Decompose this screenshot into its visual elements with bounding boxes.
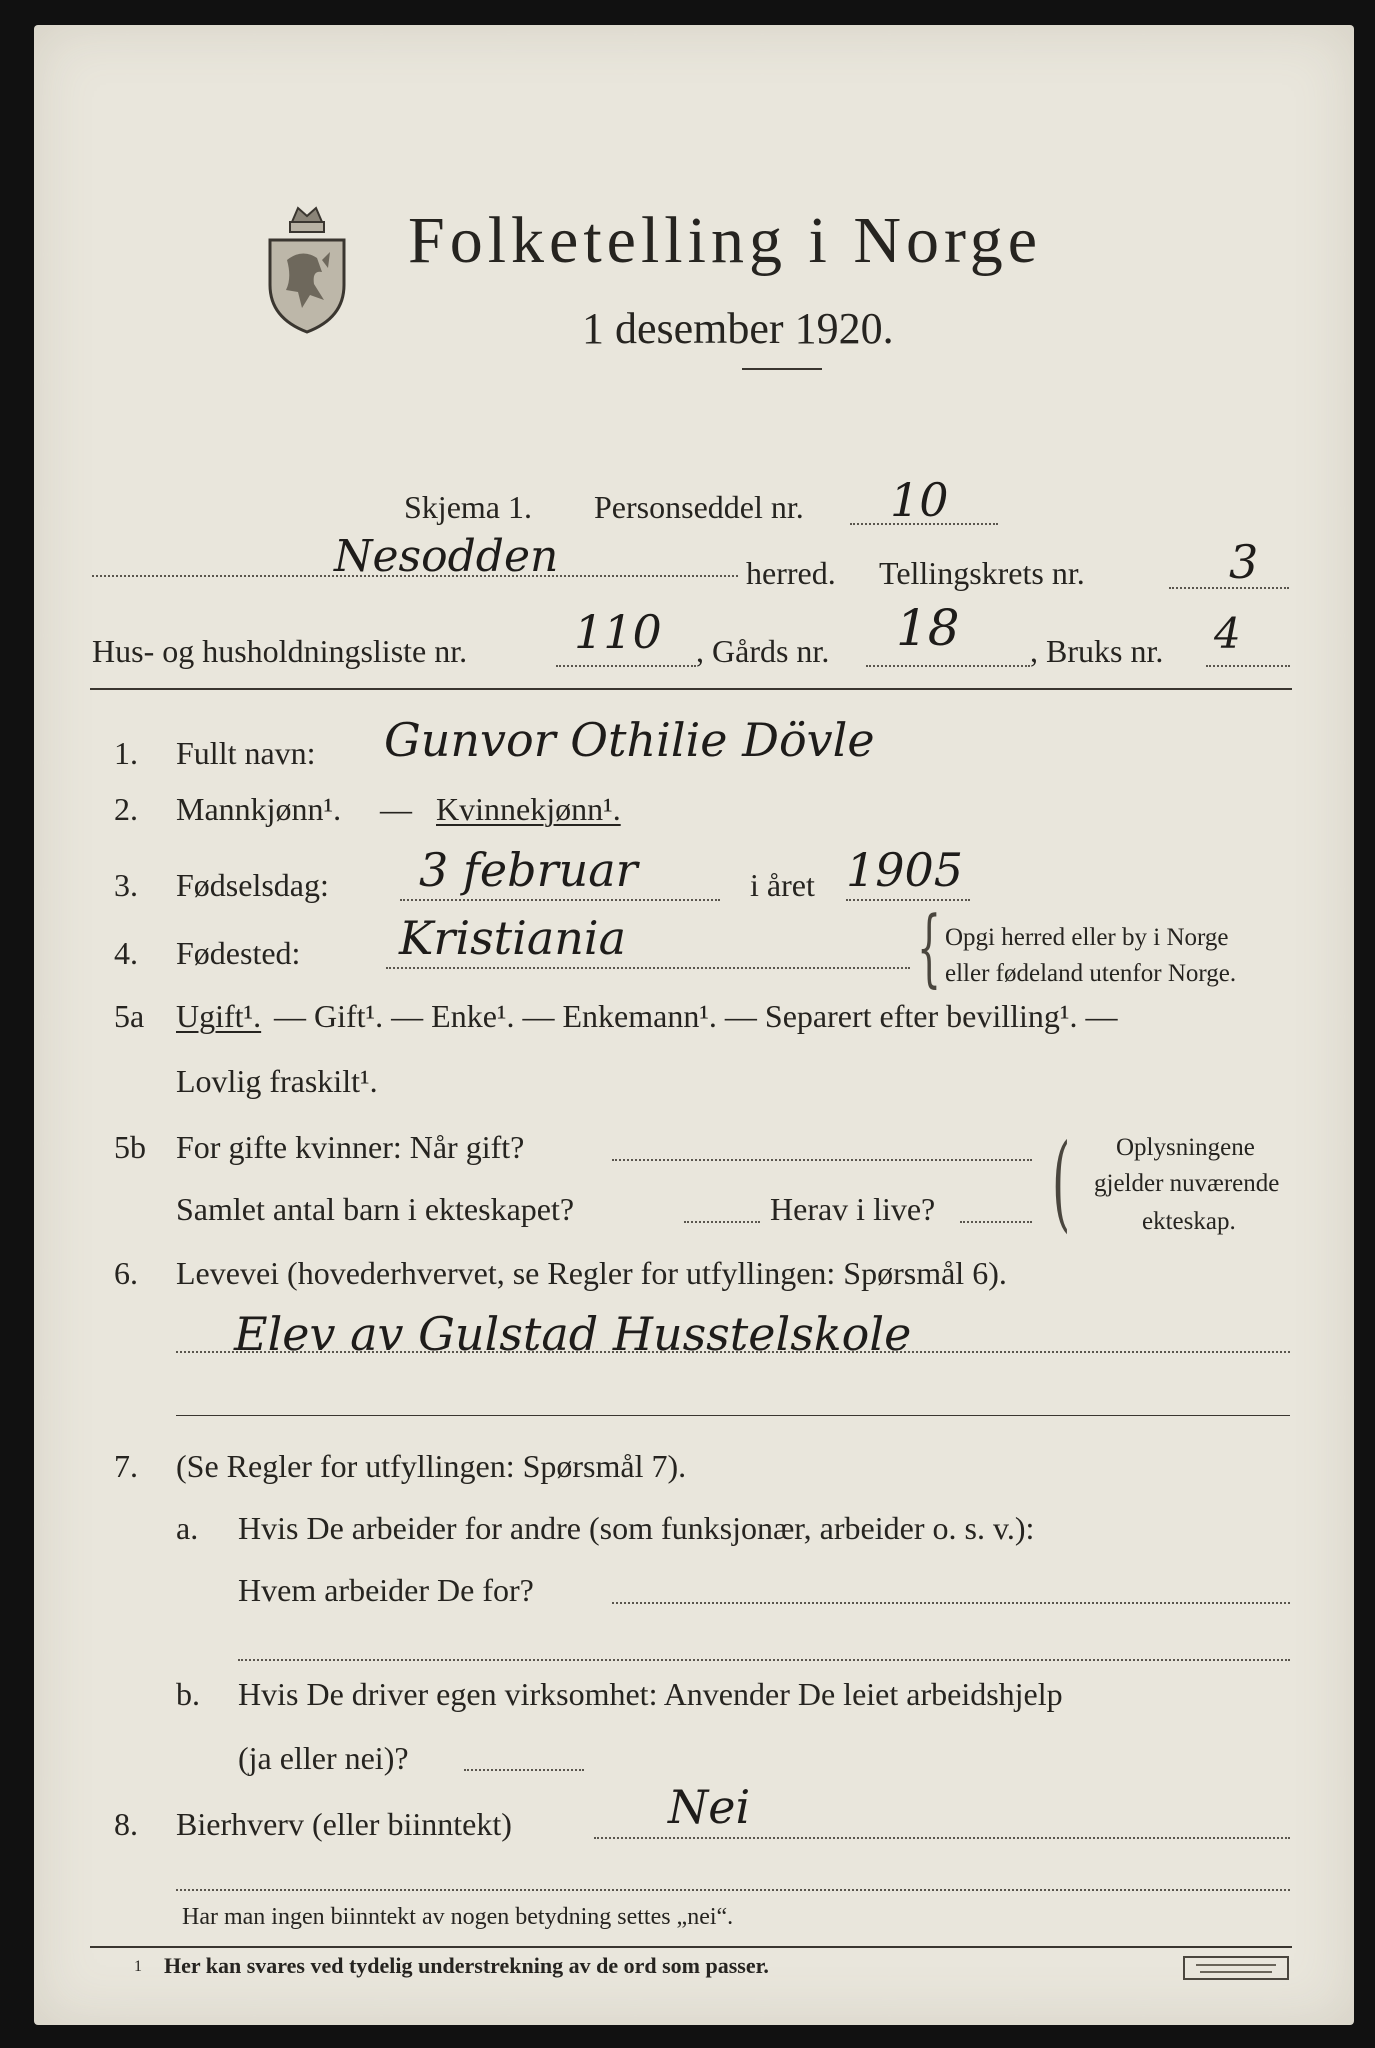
birthdate-line bbox=[400, 899, 720, 901]
side-income-value[interactable]: Nei bbox=[668, 1780, 751, 1834]
q3-year-label: i året bbox=[750, 867, 815, 903]
personseddel-label: Personseddel nr. bbox=[594, 489, 804, 525]
q3-number: 3. bbox=[114, 867, 138, 903]
q7a-text: Hvis De arbeider for andre (som funksjonær, arbeider o. s. v.): bbox=[238, 1510, 1035, 1546]
q4-note-brace: { bbox=[917, 898, 942, 996]
q8-number: 8. bbox=[114, 1806, 138, 1842]
skjema-label: Skjema 1. bbox=[404, 489, 532, 525]
civil-status-ugift-option[interactable]: Ugift¹. bbox=[176, 998, 262, 1034]
q5a-number: 5a bbox=[114, 998, 145, 1034]
q5b-note-brace: ( bbox=[1052, 1121, 1071, 1243]
q6-label: Levevei (hovederhvervet, se Regler for utfyllingen: Spørsmål 6). bbox=[176, 1255, 1007, 1291]
census-form bbox=[34, 25, 1354, 2025]
q2-number: 2. bbox=[114, 791, 138, 827]
hired-help-line[interactable] bbox=[464, 1769, 584, 1771]
section-divider bbox=[90, 688, 1292, 690]
occupation-line-2 bbox=[176, 1415, 1290, 1416]
hus-line bbox=[556, 665, 696, 667]
bruks-label: , Bruks nr. bbox=[1030, 633, 1164, 669]
hus-value[interactable]: 110 bbox=[574, 605, 662, 659]
coat-of-arms-icon bbox=[262, 200, 352, 335]
tellingskrets-label: Tellingskrets nr. bbox=[879, 555, 1085, 591]
civil-status-other-options[interactable]: — Gift¹. — Enke¹. — Enkemann¹. — Separert efter bevilling¹. — bbox=[274, 998, 1118, 1034]
q5b-note-line3: ekteskap. bbox=[1142, 1208, 1236, 1235]
birthplace-line bbox=[386, 967, 910, 969]
q5b-alive-label: Herav i live? bbox=[770, 1191, 936, 1227]
hus-label: Hus- og husholdningsliste nr. bbox=[92, 633, 468, 669]
gards-line bbox=[866, 665, 1030, 667]
q6-number: 6. bbox=[114, 1255, 138, 1291]
form-title: Folketelling i Norge bbox=[408, 204, 1043, 277]
herred-value[interactable]: Nesodden bbox=[334, 531, 559, 582]
q5b-note-line2: gjelder nuværende bbox=[1094, 1170, 1280, 1197]
q4-note-line2: eller fødeland utenfor Norge. bbox=[945, 960, 1237, 987]
form-date: 1 desember 1920. bbox=[582, 304, 894, 353]
printer-stamp-icon bbox=[1182, 1955, 1290, 1981]
footnote-mark: 1 bbox=[134, 1958, 142, 1975]
employer-line-1[interactable] bbox=[612, 1602, 1290, 1604]
side-income-line-2 bbox=[176, 1889, 1290, 1891]
q7-number: 7. bbox=[114, 1448, 138, 1484]
bruks-value[interactable]: 4 bbox=[1214, 609, 1241, 658]
civil-status-fraskilt-option[interactable]: Lovlig fraskilt¹. bbox=[176, 1063, 378, 1099]
occupation-value[interactable]: Elev av Gulstad Husstelskole bbox=[234, 1307, 912, 1361]
q5b-number: 5b bbox=[114, 1129, 146, 1165]
q7b-text: Hvis De driver egen virksomhet: Anvender De leiet arbeidshjelp bbox=[238, 1676, 1063, 1712]
side-income-line bbox=[594, 1837, 1290, 1839]
footnote-text: Her kan svares ved tydelig understrekning av de ord som passer. bbox=[164, 1953, 769, 1978]
q5b-children-line bbox=[684, 1221, 760, 1223]
q7-label: (Se Regler for utfyllingen: Spørsmål 7). bbox=[176, 1448, 687, 1484]
personseddel-value[interactable]: 10 bbox=[890, 473, 949, 527]
bruks-line bbox=[1206, 665, 1290, 667]
q5b-children-label: Samlet antal barn i ekteskapet? bbox=[176, 1191, 575, 1227]
q7a-letter: a. bbox=[176, 1510, 199, 1546]
q3-label: Fødselsdag: bbox=[176, 867, 329, 903]
gards-value[interactable]: 18 bbox=[896, 599, 960, 657]
q8-label: Bierhverv (eller biinntekt) bbox=[176, 1806, 512, 1842]
q7a-question: Hvem arbeider De for? bbox=[238, 1572, 534, 1608]
occupation-line-1 bbox=[176, 1351, 1290, 1353]
tellingskrets-value[interactable]: 3 bbox=[1229, 535, 1259, 589]
q5b-note-line1: Oplysningene bbox=[1116, 1134, 1255, 1161]
side-income-note: Har man ingen biinntekt av nogen betydning settes „nei“. bbox=[182, 1904, 734, 1930]
q1-label: Fullt navn: bbox=[176, 735, 316, 771]
footnote-divider bbox=[90, 1946, 1292, 1948]
herred-label: herred. bbox=[746, 555, 836, 591]
q5b-when-married-line bbox=[612, 1159, 1032, 1161]
q4-label: Fødested: bbox=[176, 935, 301, 971]
birthdate-value[interactable]: 3 februar bbox=[419, 843, 638, 897]
q5b-when-married-label: For gifte kvinner: Når gift? bbox=[176, 1129, 525, 1165]
gender-female-option[interactable]: Kvinnekjønn¹. bbox=[436, 791, 621, 827]
gender-male-option[interactable]: Mannkjønn¹. bbox=[176, 791, 342, 827]
employer-line-2[interactable] bbox=[238, 1659, 1290, 1661]
q7b-question: (ja eller nei)? bbox=[238, 1740, 409, 1776]
full-name-value[interactable]: Gunvor Othilie Dövle bbox=[384, 713, 875, 767]
birthyear-value[interactable]: 1905 bbox=[846, 843, 964, 897]
q4-note-line1: Opgi herred eller by i Norge bbox=[945, 924, 1229, 951]
q5b-alive-line bbox=[960, 1221, 1032, 1223]
q7b-letter: b. bbox=[176, 1676, 200, 1712]
birthplace-value[interactable]: Kristiania bbox=[399, 911, 627, 965]
gards-label: , Gårds nr. bbox=[696, 633, 830, 669]
birthyear-line bbox=[846, 899, 970, 901]
q1-number: 1. bbox=[114, 735, 138, 771]
title-divider bbox=[742, 368, 822, 370]
q4-number: 4. bbox=[114, 935, 138, 971]
gender-separator: — bbox=[380, 791, 412, 827]
